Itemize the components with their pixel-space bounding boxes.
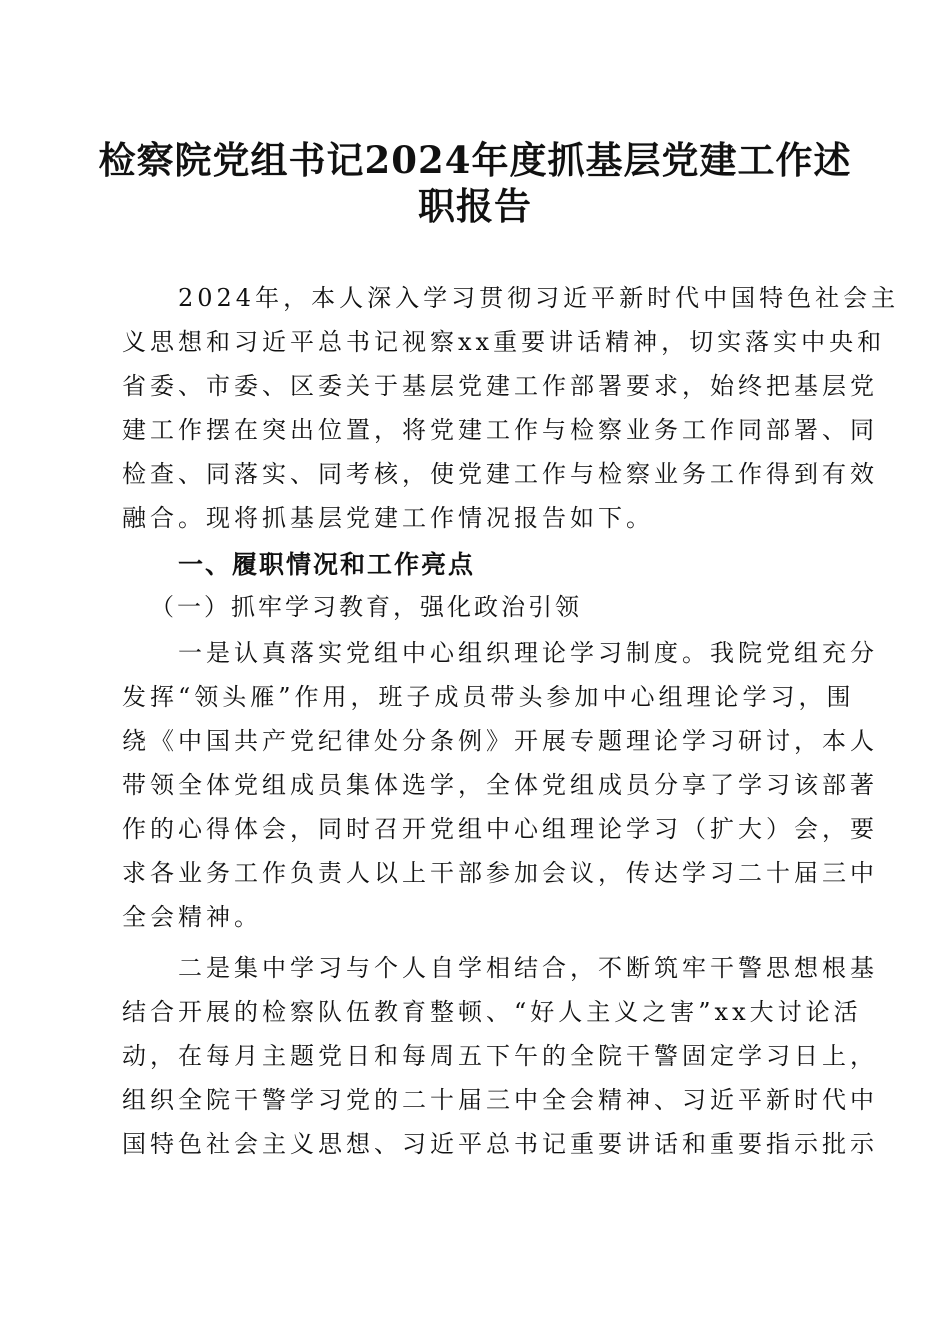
text-line: 融合。现将抓基层党建工作情况报告如下。	[122, 504, 654, 532]
text-line: 求各业务工作负责人以上干部参加会议，传达学习二十届三中	[122, 859, 878, 887]
text-line: 发挥“领头雁”作用，班子成员带头参加中心组理论学习，围	[122, 683, 855, 711]
paragraph-point-two	[122, 946, 878, 1166]
text-line: 国特色社会主义思想、习近平总书记重要讲话和重要指示批示	[122, 1130, 878, 1158]
document-title	[0, 137, 950, 229]
text-line: 绕《中国共产党纪律处分条例》开展专题理论学习研讨，本人	[122, 727, 878, 755]
paragraph-point-one	[122, 631, 878, 939]
text-line: 检查、同落实、同考核，使党建工作与检察业务工作得到有效	[122, 460, 878, 488]
text-line: 组织全院干警学习党的二十届三中全会精神、习近平新时代中	[122, 1086, 878, 1114]
text-line: 义思想和习近平总书记视察xx重要讲话精神，切实落实中央和	[122, 328, 886, 356]
intro-paragraph	[122, 276, 900, 540]
heading-level-1: 一、履职情况和工作亮点	[178, 550, 476, 579]
text-line: 全会精神。	[122, 903, 262, 931]
subsection-heading	[122, 585, 822, 629]
text-line: 结合开展的检察队伍教育整顿、“好人主义之害”xx大讨论活	[122, 998, 862, 1026]
text-line: 作的心得体会，同时召开党组中心组理论学习（扩大）会，要	[122, 815, 878, 843]
text-line: 省委、市委、区委关于基层党建工作部署要求，始终把基层党	[122, 372, 878, 400]
text-line: 一是认真落实党组中心组织理论学习制度。我院党组充分	[178, 639, 878, 667]
text-line: 二是集中学习与个人自学相结合，不断筑牢干警思想根基	[178, 954, 878, 982]
title-line-1: 检察院党组书记2024年度抓基层党建工作述	[98, 138, 852, 182]
text-line: 带领全体党组成员集体选学，全体党组成员分享了学习该部著	[122, 771, 878, 799]
heading-level-2: （一）抓牢学习教育，强化政治引领	[150, 593, 582, 621]
section-heading	[122, 543, 822, 587]
text-line: 2024年，本人深入学习贯彻习近平新时代中国特色社会主	[178, 284, 900, 312]
text-line: 建工作摆在突出位置，将党建工作与检察业务工作同部署、同	[122, 416, 878, 444]
text-line: 动，在每月主题党日和每周五下午的全院干警固定学习日上，	[122, 1042, 878, 1070]
title-line-2: 职报告	[418, 184, 532, 228]
